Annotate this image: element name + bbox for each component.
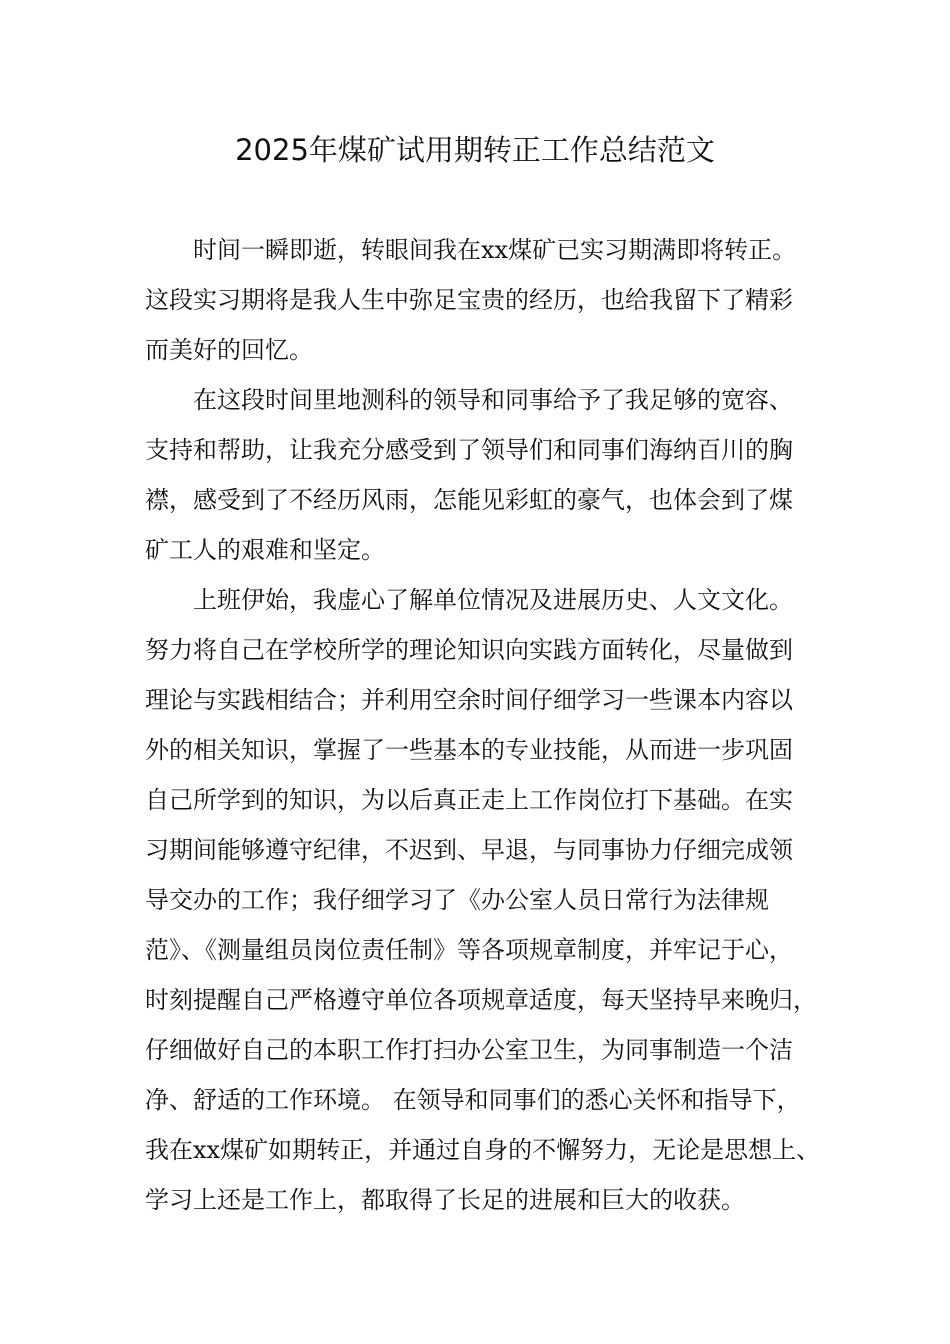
- body-line-7: 矿工人的艰难和坚定。: [145, 536, 385, 564]
- body-line-5: 支持和帮助，让我充分感受到了领导们和同事们海纳百川的胸: [145, 436, 793, 464]
- body-line-10: 理论与实践相结合；并利用空余时间仔细学习一些课本内容以: [145, 686, 793, 714]
- body-line-15: 范》、《测量组员岗位责任制》等各项规章制度，并牢记于心，: [145, 936, 793, 964]
- body-line-9: 努力将自己在学校所学的理论知识向实践方面转化，尽量做到: [145, 636, 793, 664]
- body-line-4: 在这段时间里地测科的领导和同事给予了我足够的宽容、: [145, 386, 793, 414]
- body-line-19: 我在xx煤矿如期转正，并通过自身的不懈努力，无论是思想上、: [145, 1136, 821, 1164]
- body-line-13: 习期间能够遵守纪律，不迟到、早退，与同事协力仔细完成领: [145, 836, 793, 864]
- document-title: 2025年煤矿试用期转正工作总结范文: [235, 133, 715, 167]
- body-line-6: 襟，感受到了不经历风雨，怎能见彩虹的豪气，也体会到了煤: [145, 486, 793, 514]
- body-line-3: 而美好的回忆。: [145, 336, 313, 364]
- body-line-16: 时刻提醒自己严格遵守单位各项规章适度，每天坚持早来晚归，: [145, 986, 817, 1014]
- body-line-17: 仔细做好自己的本职工作打扫办公室卫生，为同事制造一个洁: [145, 1036, 793, 1064]
- body-line-20: 学习上还是工作上，都取得了长足的进展和巨大的收获。: [145, 1186, 745, 1214]
- body-line-12: 自己所学到的知识，为以后真正走上工作岗位打下基础。在实: [145, 786, 793, 814]
- body-line-11: 外的相关知识，掌握了一些基本的专业技能，从而进一步巩固: [145, 736, 793, 764]
- body-line-1: 时间一瞬即逝，转眼间我在xx煤矿已实习期满即将转正。: [145, 236, 797, 264]
- body-line-14: 导交办的工作；我仔细学习了《办公室人员日常行为法律规: [145, 886, 769, 914]
- body-line-18: 净、舒适的工作环境。 在领导和同事们的悉心关怀和指导下，: [145, 1086, 801, 1114]
- body-line-2: 这段实习期将是我人生中弥足宝贵的经历，也给我留下了精彩: [145, 286, 793, 314]
- body-line-8: 上班伊始，我虚心了解单位情况及进展历史、人文文化。: [145, 586, 793, 614]
